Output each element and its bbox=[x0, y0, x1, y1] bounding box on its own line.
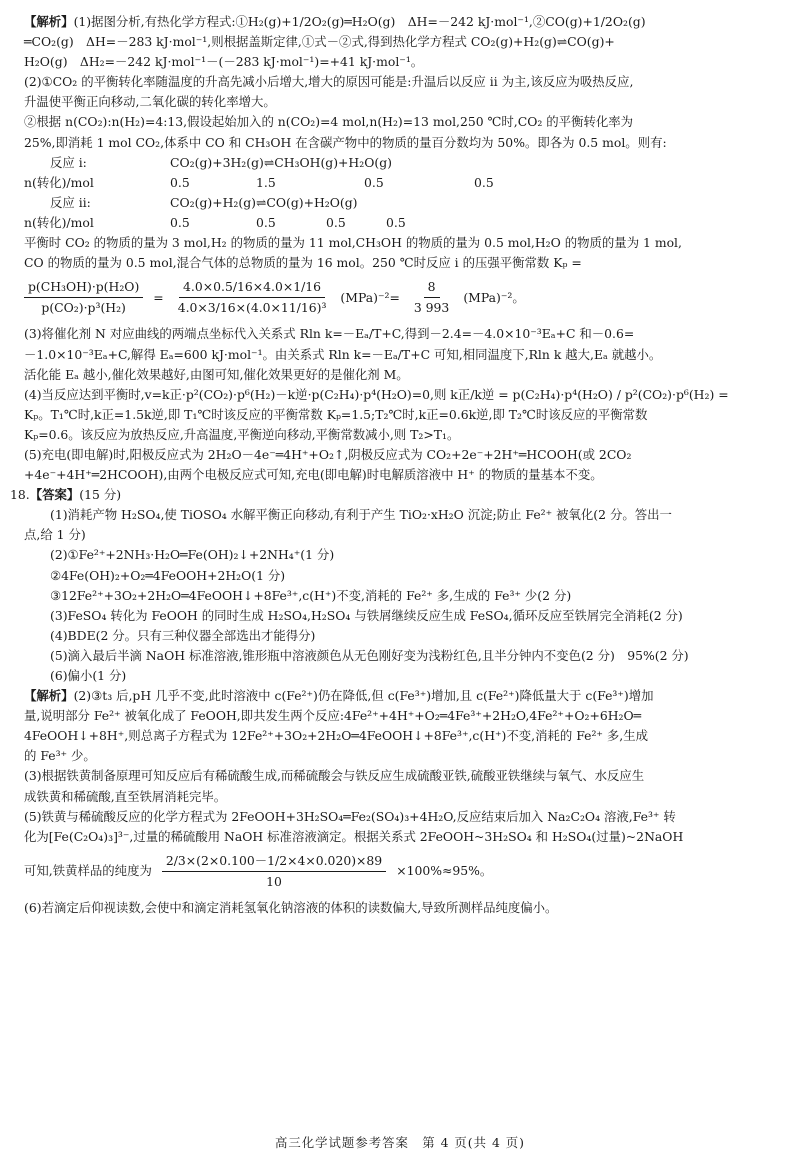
analysis-label: 【解析】 bbox=[24, 14, 74, 29]
q17-part4-line3: Kₚ=0.6。该反应为放热反应,升高温度,平衡逆向移动,平衡常数减小,则 T₂>T₁。 bbox=[24, 426, 460, 442]
reaction-i-value: 0.5 bbox=[364, 174, 384, 190]
q17-part3-line1: (3)将催化剂 N 对应曲线的两端点坐标代入关系式 Rln k=－Eₐ/T+C,得到－2.4=－4.0×10⁻³Eₐ+C 和－0.6= bbox=[24, 326, 635, 342]
q18-a2-2: ②4Fe(OH)₂+O₂═4FeOOH+2H₂O(1 分) bbox=[50, 567, 286, 583]
reaction-ii-equation-row bbox=[24, 193, 778, 213]
q18-a1-line2: 点,给 1 分) bbox=[24, 527, 86, 543]
q18-analysis-line3: 4FeOOH↓+8H⁺,则总离子方程式为 12Fe²⁺+3O₂+2H₂O═4FeOOH↓+8Fe³⁺,c(H⁺)不变,消耗的 Fe²⁺ 多,生成 bbox=[24, 728, 649, 744]
kp-sub-numerator: 4.0×0.5/16×4.0×1/16 bbox=[179, 277, 325, 298]
q18-a6: (6)偏小(1 分) bbox=[50, 668, 127, 683]
q17-analysis-part1-line2: ═CO₂(g) ΔH=－283 kJ·mol⁻¹,则根据盖斯定律,①式－②式,得到热化学方程式 CO₂(g)+H₂(g)⇌CO(g)+ bbox=[24, 34, 615, 50]
purity-numerator: 2/3×(2×0.100－1/2×4×0.020)×89 bbox=[162, 851, 386, 872]
q17-equilibrium-line1: 平衡时 CO₂ 的物质的量为 3 mol,H₂ 的物质的量为 11 mol,CH₃OH 的物质的量为 0.5 mol,H₂O 的物质的量为 1 mol, bbox=[24, 235, 682, 251]
q18-answer-header bbox=[10, 485, 778, 505]
reaction-ii-values-row bbox=[24, 213, 778, 233]
q18-a2-1: (2)①Fe²⁺+2NH₃·H₂O═Fe(OH)₂↓+2NH₄⁺(1 分) bbox=[50, 547, 335, 563]
kp-result-denominator: 3 993 bbox=[413, 300, 450, 316]
purity-denominator: 10 bbox=[266, 873, 282, 889]
kp-unit: (MPa)⁻²= bbox=[340, 289, 400, 305]
q18-a3: (3)FeSO₄ 转化为 FeOOH 的同时生成 H₂SO₄,H₂SO₄ 与铁屑继续反应生成 FeSO₄,循环反应至铁屑完全消耗(2 分) bbox=[50, 607, 683, 623]
kp-result-unit: (MPa)⁻²。 bbox=[463, 289, 525, 305]
q18-analysis-part6: (6)若滴定后仰视读数,会使中和滴定消耗氢氧化钠溶液的体积的读数偏大,导致所测样品纯度偏小。 bbox=[24, 900, 558, 916]
q17-analysis-part1-line1: 【解析】(1)据图分析,有热化学方程式:①H₂(g)+1/2O₂(g)═H₂O(g) ΔH=－242 kJ·mol⁻¹,②CO(g)+1/2O₂(g) bbox=[24, 14, 646, 29]
q18-a5: (5)滴入最后半滴 NaOH 标准溶液,锥形瓶中溶液颜色从无色刚好变为浅粉红色,且半分钟内不变色(2 分) 95%(2 分) bbox=[50, 647, 689, 663]
kp-fraction bbox=[24, 277, 143, 318]
reaction-ii-value: 0.5 bbox=[326, 214, 346, 230]
q18-a2-3: ③12Fe²⁺+3O₂+2H₂O═4FeOOH↓+8Fe³⁺,c(H⁺)不变,消耗的 Fe²⁺ 多,生成的 Fe³⁺ 少(2 分) bbox=[50, 587, 572, 603]
q17-analysis-part1-line3: H₂O(g) ΔH₂=－242 kJ·mol⁻¹－(－283 kJ·mol⁻¹)=+41 kJ·mol⁻¹。 bbox=[24, 54, 424, 70]
q17-part5-line2: +4e⁻+4H⁺═2HCOOH),由两个电极反应式可知,充电(即电解)时电解质溶液中 H⁺ 的物质的量基本不变。 bbox=[24, 467, 603, 483]
reaction-ii-value: 0.5 bbox=[256, 214, 276, 230]
q18-analysis-line1: 【解析】(2)③t₃ 后,pH 几乎不变,此时溶液中 c(Fe²⁺)仍在降低,但 c(Fe³⁺)增加,且 c(Fe²⁺)降低量大于 c(Fe³⁺)增加 bbox=[24, 688, 654, 704]
reaction-i-label: 反应 ⅰ: bbox=[50, 154, 87, 170]
q18-a1-line1: (1)消耗产物 H₂SO₄,使 TiOSO₄ 水解平衡正向移动,有利于产生 TiO₂·xH₂O 沉淀;防止 Fe²⁺ 被氧化(2 分。答出一 bbox=[50, 507, 672, 523]
reaction-i-equation-row bbox=[24, 153, 778, 173]
kp-denominator: p(CO₂)·p³(H₂) bbox=[41, 300, 126, 316]
kp-numerator: p(CH₃OH)·p(H₂O) bbox=[24, 277, 143, 298]
reaction-ii-label: 反应 ⅱ: bbox=[50, 194, 91, 210]
q17-part5-line1: (5)充电(即电解)时,阳极反应式为 2H₂O－4e⁻═4H⁺+O₂↑,阴极反应式为 CO₂+2e⁻+2H⁺═HCOOH(或 2CO₂ bbox=[24, 446, 632, 462]
q18-analysis-part5-line1: (5)铁黄与稀硫酸反应的化学方程式为 2FeOOH+3H₂SO₄═Fe₂(SO₄)₃+4H₂O,反应结束后加入 Na₂C₂O₄ 溶液,Fe³⁺ 转 bbox=[24, 808, 676, 824]
reaction-ii-value: 0.5 bbox=[386, 214, 406, 230]
q17-part4-line1: (4)当反应达到平衡时,v=k正·p²(CO₂)·p⁶(H₂)－k逆·p(C₂H₄)·p⁴(H₂O)=0,则 k正/k逆 = p(C₂H₄)·p⁴(H₂O) / p²(CO₂)·p⁶(H₂) = bbox=[24, 386, 729, 402]
analysis-label: 【解析】 bbox=[24, 688, 74, 704]
reaction-i-n-label: n(转化)/mol bbox=[24, 174, 94, 190]
q18-analysis-part5-line2: 化为[Fe(C₂O₄)₃]³⁻,过量的稀硫酸用 NaOH 标准溶液滴定。根据关系式 2FeOOH~3H₂SO₄ 和 H₂SO₄(过量)~2NaOH bbox=[24, 828, 684, 844]
q17-part3-line3: 活化能 Eₐ 越小,催化效果越好,由图可知,催化效果更好的是催化剂 M。 bbox=[24, 366, 409, 382]
q18-score: (15 分) bbox=[79, 487, 122, 503]
kp-equals: = bbox=[153, 289, 164, 305]
reaction-i-values-row bbox=[24, 173, 778, 193]
q17-equilibrium-line2: CO 的物质的量为 0.5 mol,混合气体的总物质的量为 16 mol。250 ℃时反应 ⅰ 的压强平衡常数 Kₚ = bbox=[24, 255, 582, 271]
reaction-i-value: 1.5 bbox=[256, 174, 276, 190]
reaction-ii-value: 0.5 bbox=[170, 214, 190, 230]
page-footer: 高三化学试题参考答案 第 4 页(共 4 页) bbox=[274, 1135, 526, 1150]
q17-part4-line2: Kₚ。T₁℃时,k正=1.5k逆,即 T₁℃时该反应的平衡常数 Kₚ=1.5;T₂℃时,k正=0.6k逆,即 T₂℃时该反应的平衡常数 bbox=[24, 406, 648, 422]
purity-expression bbox=[24, 851, 778, 892]
q17-part2-line2: 升温使平衡正向移动,二氧化碳的转化率增大。 bbox=[24, 94, 276, 110]
kp-substituted-fraction bbox=[174, 277, 331, 318]
kp-expression bbox=[24, 277, 778, 318]
q17-part2b-line1: ②根据 n(CO₂):n(H₂)=4:13,假设起始加入的 n(CO₂)=4 mol,n(H₂)=13 mol,250 ℃时,CO₂ 的平衡转化率为 bbox=[24, 114, 634, 130]
reaction-i-value: 0.5 bbox=[170, 174, 190, 190]
reaction-i-equation: CO₂(g)+3H₂(g)⇌CH₃OH(g)+H₂O(g) bbox=[170, 154, 392, 170]
q17-part2-line1: (2)①CO₂ 的平衡转化率随温度的升高先减小后增大,增大的原因可能是:升温后以反应 ⅱ 为主,该反应为吸热反应, bbox=[24, 74, 634, 90]
kp-result-fraction bbox=[410, 277, 453, 318]
q18-analysis-line2: 量,说明部分 Fe²⁺ 被氧化成了 FeOOH,即共发生两个反应:4Fe²⁺+4H⁺+O₂═4Fe³⁺+2H₂O,4Fe²⁺+O₂+6H₂O═ bbox=[24, 708, 642, 724]
q17-part2b-line2: 25%,即消耗 1 mol CO₂,体系中 CO 和 CH₃OH 在含碳产物中的物质的量百分数均为 50%。即各为 0.5 mol。则有: bbox=[24, 134, 667, 150]
purity-fraction bbox=[162, 851, 386, 892]
purity-result: ×100%≈95%。 bbox=[396, 863, 493, 879]
reaction-ii-n-label: n(转化)/mol bbox=[24, 214, 94, 230]
q18-analysis-part3-line2: 成铁黄和稀硫酸,直至铁屑消耗完毕。 bbox=[24, 788, 227, 804]
answer-label: 【答案】 bbox=[29, 487, 80, 503]
q18-number: 18. bbox=[10, 487, 30, 503]
q18-analysis-line4: 的 Fe³⁺ 少。 bbox=[24, 748, 96, 764]
reaction-ii-equation: CO₂(g)+H₂(g)⇌CO(g)+H₂O(g) bbox=[170, 194, 358, 210]
kp-sub-denominator: 4.0×3/16×(4.0×11/16)³ bbox=[177, 300, 327, 316]
reaction-i-value: 0.5 bbox=[474, 174, 494, 190]
q18-analysis-part3-line1: (3)根据铁黄制备原理可知反应后有稀硫酸生成,而稀硫酸会与铁反应生成硫酸亚铁,硫酸亚铁继续与氧气、水反应生 bbox=[24, 768, 645, 784]
purity-prefix: 可知,铁黄样品的纯度为 bbox=[24, 863, 152, 879]
q17-part3-line2: －1.0×10⁻³Eₐ+C,解得 Eₐ=600 kJ·mol⁻¹。由关系式 Rln k=－Eₐ/T+C 可知,相同温度下,Rln k 越大,Eₐ 就越小。 bbox=[24, 346, 662, 362]
q18-a4: (4)BDE(2 分。只有三种仪器全部选出才能得分) bbox=[50, 627, 316, 643]
kp-result-numerator: 8 bbox=[424, 277, 440, 298]
